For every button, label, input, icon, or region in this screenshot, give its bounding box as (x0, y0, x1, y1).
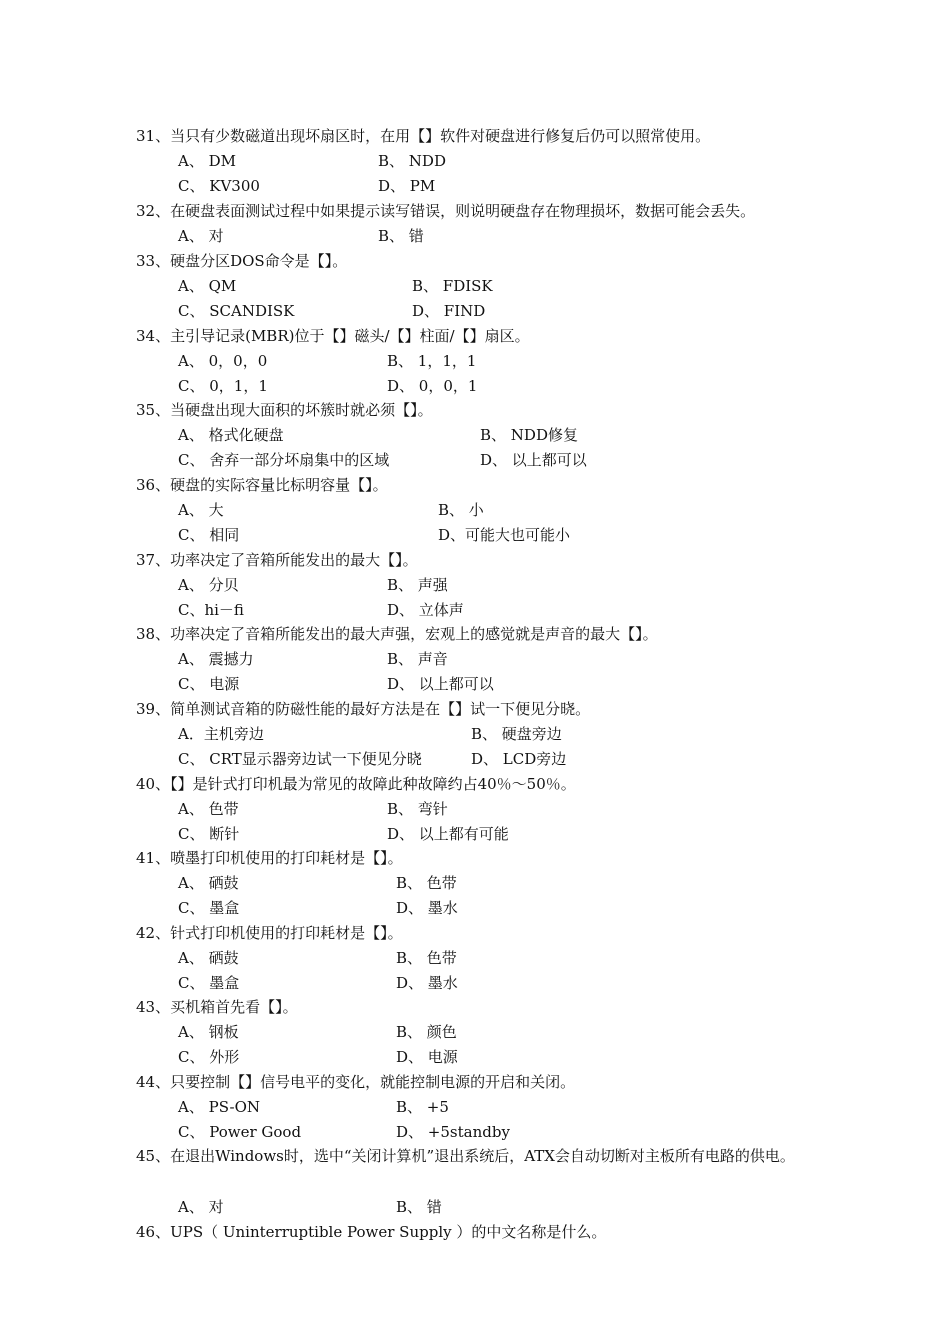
question-37: 37、功率决定了音箱所能发出的最大【】。 (136, 551, 418, 569)
option-b: B、 错 (378, 227, 424, 245)
option-d: D、 墨水 (396, 899, 458, 917)
option-d: D、 立体声 (387, 601, 464, 619)
question-45: 45、在退出Windows时，选中“关闭计算机”退出系统后，ATX会自动切断对主板所有电路的供电。 (136, 1147, 795, 1165)
option-c: C、 Power Good (178, 1123, 302, 1141)
option-b: B、 弯针 (387, 800, 448, 818)
option-b: B、 错 (396, 1198, 442, 1216)
option-d: D、 以上都可以 (480, 451, 587, 469)
option-d: D、 以上都有可能 (387, 825, 509, 843)
option-d: D、 0，0，1 (387, 377, 478, 395)
option-b: B、 声音 (387, 650, 448, 668)
option-c: C、 相同 (178, 526, 240, 544)
option-a: A、 色带 (178, 800, 239, 818)
option-a: A、 0，0，0 (178, 352, 268, 370)
question-32: 32、在硬盘表面测试过程中如果提示读写错误，则说明硬盘存在物理损坏，数据可能会丢失。 (136, 202, 756, 220)
option-a: A、 PS-ON (178, 1098, 261, 1116)
question-36: 36、硬盘的实际容量比标明容量【】。 (136, 476, 388, 494)
option-c: C、 外形 (178, 1048, 240, 1066)
option-a: A、 硒鼓 (178, 949, 239, 967)
question-39: 39、简单测试音箱的防磁性能的最好方法是在【】试一下便见分晓。 (136, 700, 591, 718)
option-a: A、 大 (178, 501, 224, 519)
option-d: D、可能大也可能小 (438, 526, 571, 544)
option-c: C、 SCANDISK (178, 302, 295, 320)
option-c: C、 0，1，1 (178, 377, 268, 395)
option-a: A、 对 (178, 227, 224, 245)
question-42: 42、针式打印机使用的打印耗材是【】。 (136, 924, 403, 942)
option-b: B、 NDD修复 (480, 426, 578, 444)
option-b: B、 FDISK (412, 277, 493, 295)
question-41: 41、喷墨打印机使用的打印耗材是【】。 (136, 849, 403, 867)
option-c: C、 电源 (178, 675, 240, 693)
option-b: B、 颜色 (396, 1023, 457, 1041)
option-b: B、 声强 (387, 576, 448, 594)
option-b: B、 色带 (396, 874, 457, 892)
option-d: D、 墨水 (396, 974, 458, 992)
option-a: A、 QM (178, 277, 237, 295)
option-b: B、 小 (438, 501, 484, 519)
option-a: A、 硒鼓 (178, 874, 239, 892)
option-a: A、 对 (178, 1198, 224, 1216)
option-b: B、 1，1，1 (387, 352, 477, 370)
option-b: B、 硬盘旁边 (471, 725, 562, 743)
option-c: C、hi－fi (178, 601, 244, 619)
option-d: D、 FIND (412, 302, 486, 320)
question-31: 31、当只有少数磁道出现坏扇区时，在用【】软件对硬盘进行修复后仍可以照常使用。 (136, 127, 711, 145)
option-a: A、 DM (178, 152, 236, 170)
question-40: 40、【】是针式打印机最为常见的故障此种故障约占40％～50％。 (136, 775, 576, 793)
option-d: D、 电源 (396, 1048, 458, 1066)
option-c: C、 CRT显示器旁边试一下便见分晓 (178, 750, 422, 768)
option-a: A、 钢板 (178, 1023, 239, 1041)
option-d: D、 LCD旁边 (471, 750, 567, 768)
question-46: 46、UPS（ Uninterruptible Power Supply ）的中文名称是什么。 (136, 1223, 607, 1241)
option-c: C、 墨盒 (178, 974, 240, 992)
option-d: D、 +5standby (396, 1123, 510, 1141)
question-33: 33、硬盘分区DOS命令是【】。 (136, 252, 348, 270)
option-c: C、 断针 (178, 825, 240, 843)
question-44: 44、只要控制【】信号电平的变化，就能控制电源的开启和关闭。 (136, 1073, 576, 1091)
question-34: 34、主引导记录(MBR)位于【】磁头/【】柱面/【】扇区。 (136, 327, 530, 345)
option-c: C、 舍弃一部分坏扇集中的区域 (178, 451, 390, 469)
option-a: A、 震撼力 (178, 650, 254, 668)
option-a: A、 格式化硬盘 (178, 426, 284, 444)
question-38: 38、功率决定了音箱所能发出的最大声强，宏观上的感觉就是声音的最大【】。 (136, 625, 658, 643)
option-c: C、 墨盒 (178, 899, 240, 917)
option-a: A．主机旁边 (178, 725, 264, 743)
option-d: D、 以上都可以 (387, 675, 494, 693)
option-b: B、 +5 (396, 1098, 449, 1116)
question-35: 35、当硬盘出现大面积的坏簇时就必须【】。 (136, 401, 433, 419)
option-b: B、 色带 (396, 949, 457, 967)
option-a: A、 分贝 (178, 576, 239, 594)
option-c: C、 KV300 (178, 177, 260, 195)
option-d: D、 PM (378, 177, 436, 195)
question-43: 43、买机箱首先看【】。 (136, 998, 298, 1016)
option-b: B、 NDD (378, 152, 446, 170)
